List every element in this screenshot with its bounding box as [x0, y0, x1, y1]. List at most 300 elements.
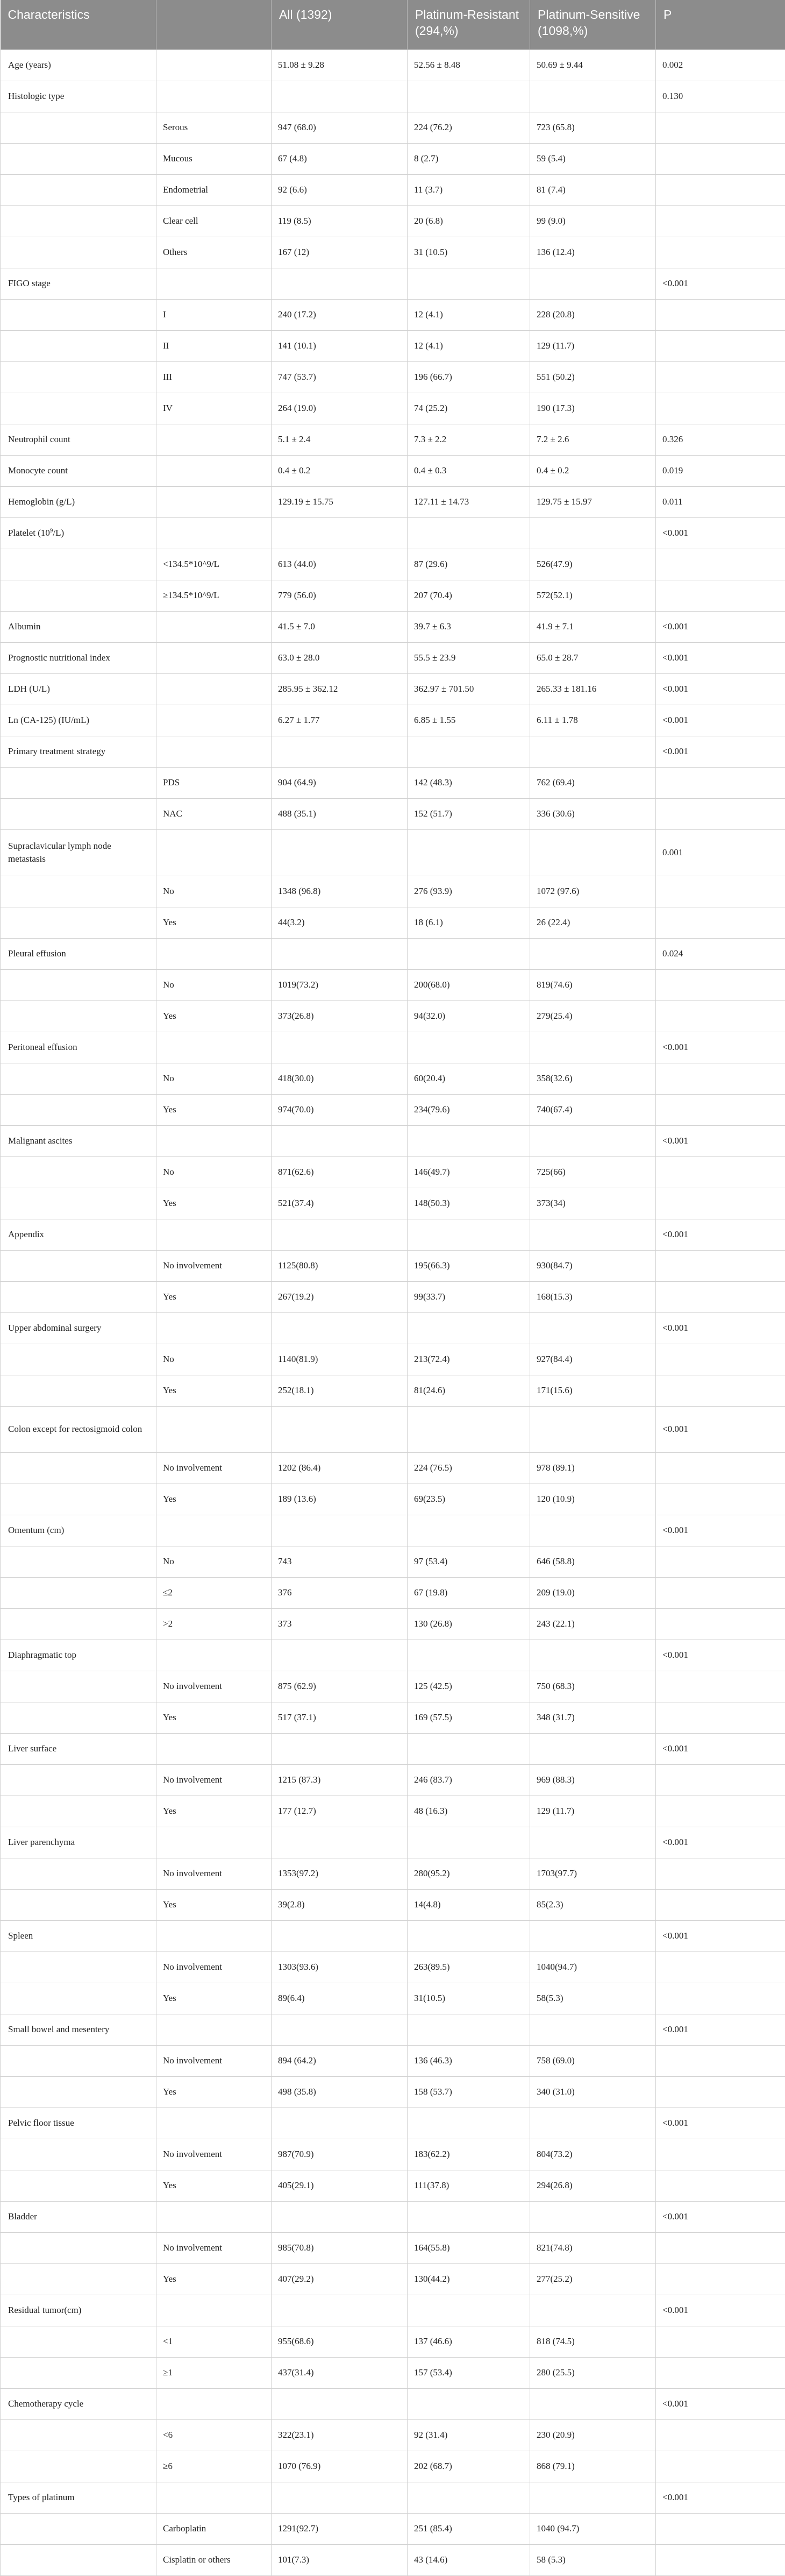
sensitive-value-cell: 646 (58.8) — [530, 1546, 656, 1577]
characteristic-cell: Prognostic nutritional index — [1, 642, 156, 673]
characteristic-cell: Hemoglobin (g/L) — [1, 486, 156, 517]
subcategory-cell — [156, 1032, 272, 1063]
sensitive-value-cell: 373(34) — [530, 1188, 656, 1219]
all-value-cell: 1202 (86.4) — [272, 1452, 408, 1484]
sensitive-value-cell: 99 (9.0) — [530, 205, 656, 237]
resistant-value-cell: 152 (51.7) — [408, 798, 530, 829]
p-value-cell: 0.024 — [656, 938, 785, 969]
subcategory-cell — [156, 1406, 272, 1452]
all-value-cell: 1353(97.2) — [272, 1858, 408, 1889]
subcategory-cell: Carboplatin — [156, 2513, 272, 2544]
all-value-cell: 285.95 ± 362.12 — [272, 673, 408, 705]
sensitive-value-cell: 243 (22.1) — [530, 1608, 656, 1640]
subcategory-cell — [156, 2482, 272, 2513]
resistant-value-cell — [408, 81, 530, 112]
subcategory-cell — [156, 486, 272, 517]
subcategory-cell: No involvement — [156, 1671, 272, 1702]
sensitive-value-cell: 969 (88.3) — [530, 1764, 656, 1796]
resistant-value-cell: 224 (76.2) — [408, 112, 530, 143]
resistant-value-cell — [408, 1219, 530, 1250]
table-row — [1, 299, 785, 330]
characteristic-cell — [1, 237, 156, 268]
all-value-cell: 267(19.2) — [272, 1281, 408, 1312]
sensitive-value-cell — [530, 1640, 656, 1671]
resistant-value-cell: 87 (29.6) — [408, 549, 530, 580]
characteristic-cell — [1, 1608, 156, 1640]
all-value-cell: 418(30.0) — [272, 1063, 408, 1094]
subcategory-cell: No — [156, 876, 272, 907]
header-characteristics: Characteristics — [1, 0, 156, 49]
sensitive-value-cell: 120 (10.9) — [530, 1484, 656, 1515]
sensitive-value-cell: 1703(97.7) — [530, 1858, 656, 1889]
table-row — [1, 642, 785, 673]
p-value-cell — [656, 1484, 785, 1515]
sensitive-value-cell — [530, 81, 656, 112]
characteristic-cell — [1, 549, 156, 580]
p-value-cell — [656, 767, 785, 798]
table-row — [1, 1640, 785, 1671]
sensitive-value-cell — [530, 1733, 656, 1764]
p-value-cell — [656, 1577, 785, 1608]
subcategory-cell: <6 — [156, 2419, 272, 2451]
resistant-value-cell — [408, 1733, 530, 1764]
subcategory-cell: IV — [156, 393, 272, 424]
subcategory-cell — [156, 736, 272, 767]
table-row — [1, 1156, 785, 1188]
all-value-cell: 894 (64.2) — [272, 2045, 408, 2076]
subcategory-cell: ≥1 — [156, 2357, 272, 2388]
all-value-cell: 405(29.1) — [272, 2170, 408, 2201]
subcategory-cell — [156, 268, 272, 299]
resistant-value-cell: 263(89.5) — [408, 1951, 530, 1983]
characteristic-cell — [1, 112, 156, 143]
subcategory-cell — [156, 1827, 272, 1858]
table-row — [1, 205, 785, 237]
resistant-value-cell: 213(72.4) — [408, 1344, 530, 1375]
resistant-value-cell — [408, 1827, 530, 1858]
table-row — [1, 1375, 785, 1406]
resistant-value-cell: 148(50.3) — [408, 1188, 530, 1219]
p-value-cell — [656, 237, 785, 268]
all-value-cell: 0.4 ± 0.2 — [272, 455, 408, 486]
characteristic-cell — [1, 2139, 156, 2170]
p-value-cell: <0.001 — [656, 673, 785, 705]
subcategory-cell — [156, 517, 272, 549]
characteristic-cell — [1, 393, 156, 424]
sensitive-value-cell: 572(52.1) — [530, 580, 656, 611]
all-value-cell — [272, 268, 408, 299]
subcategory-cell: Yes — [156, 2076, 272, 2107]
all-value-cell: 779 (56.0) — [272, 580, 408, 611]
all-value-cell: 177 (12.7) — [272, 1796, 408, 1827]
table-row — [1, 1000, 785, 1032]
table-row — [1, 237, 785, 268]
subcategory-cell: No involvement — [156, 1452, 272, 1484]
subcategory-cell — [156, 2201, 272, 2232]
all-value-cell: 240 (17.2) — [272, 299, 408, 330]
sensitive-value-cell: 348 (31.7) — [530, 1702, 656, 1733]
p-value-cell — [656, 2170, 785, 2201]
characteristic-cell — [1, 1063, 156, 1094]
all-value-cell: 1291(92.7) — [272, 2513, 408, 2544]
table-row — [1, 876, 785, 907]
p-value-cell — [656, 174, 785, 205]
table-row — [1, 2045, 785, 2076]
characteristic-cell — [1, 1858, 156, 1889]
resistant-value-cell: 52.56 ± 8.48 — [408, 49, 530, 81]
resistant-value-cell — [408, 1312, 530, 1344]
table-row — [1, 705, 785, 736]
sensitive-value-cell — [530, 268, 656, 299]
sensitive-value-cell: 750 (68.3) — [530, 1671, 656, 1702]
table-row — [1, 2139, 785, 2170]
resistant-value-cell: 99(33.7) — [408, 1281, 530, 1312]
all-value-cell: 1070 (76.9) — [272, 2451, 408, 2482]
table-row — [1, 1094, 785, 1125]
characteristic-cell: Pelvic floor tissue — [1, 2107, 156, 2139]
subcategory-cell — [156, 705, 272, 736]
sensitive-value-cell — [530, 1515, 656, 1546]
sensitive-value-cell: 65.0 ± 28.7 — [530, 642, 656, 673]
characteristic-cell — [1, 1983, 156, 2014]
sensitive-value-cell: 725(66) — [530, 1156, 656, 1188]
resistant-value-cell — [408, 1406, 530, 1452]
resistant-value-cell: 67 (19.8) — [408, 1577, 530, 1608]
p-value-cell: <0.001 — [656, 611, 785, 642]
resistant-value-cell — [408, 1032, 530, 1063]
table-row — [1, 330, 785, 361]
table-row — [1, 1452, 785, 1484]
characteristic-cell: Colon except for rectosigmoid colon — [1, 1406, 156, 1452]
table-row — [1, 455, 785, 486]
sensitive-value-cell: 209 (19.0) — [530, 1577, 656, 1608]
resistant-value-cell: 196 (66.7) — [408, 361, 530, 393]
header-platinum-sensitive: Platinum-Sensitive (1098,%) — [530, 0, 656, 49]
subcategory-cell: Yes — [156, 1983, 272, 2014]
subcategory-cell: No involvement — [156, 1858, 272, 1889]
p-value-cell — [656, 2045, 785, 2076]
characteristic-cell — [1, 2357, 156, 2388]
table-row — [1, 2357, 785, 2388]
characteristic-cell: Diaphragmatic top — [1, 1640, 156, 1671]
characteristic-cell: Chemotherapy cycle — [1, 2388, 156, 2419]
characteristic-cell — [1, 2544, 156, 2575]
subcategory-cell — [156, 81, 272, 112]
table-row — [1, 1406, 785, 1452]
characteristic-cell — [1, 1951, 156, 1983]
characteristic-cell: Small bowel and mesentery — [1, 2014, 156, 2045]
all-value-cell: 252(18.1) — [272, 1375, 408, 1406]
resistant-value-cell: 224 (76.5) — [408, 1452, 530, 1484]
subcategory-cell: NAC — [156, 798, 272, 829]
sensitive-value-cell: 26 (22.4) — [530, 907, 656, 938]
p-value-cell — [656, 1546, 785, 1577]
table-row — [1, 736, 785, 767]
resistant-value-cell: 0.4 ± 0.3 — [408, 455, 530, 486]
characteristic-cell: Upper abdominal surgery — [1, 1312, 156, 1344]
table-row — [1, 1032, 785, 1063]
table-row — [1, 486, 785, 517]
all-value-cell: 407(29.2) — [272, 2263, 408, 2295]
sensitive-value-cell — [530, 2388, 656, 2419]
table-row — [1, 1515, 785, 1546]
characteristic-cell — [1, 2419, 156, 2451]
resistant-value-cell: 74 (25.2) — [408, 393, 530, 424]
p-value-cell: 0.002 — [656, 49, 785, 81]
table-row — [1, 767, 785, 798]
table-row — [1, 2014, 785, 2045]
sensitive-value-cell — [530, 2201, 656, 2232]
p-value-cell: <0.001 — [656, 736, 785, 767]
p-value-cell: <0.001 — [656, 517, 785, 549]
table-row — [1, 798, 785, 829]
resistant-value-cell: 39.7 ± 6.3 — [408, 611, 530, 642]
sensitive-value-cell: 129 (11.7) — [530, 1796, 656, 1827]
header-row — [1, 0, 785, 49]
p-value-cell: 0.019 — [656, 455, 785, 486]
all-value-cell: 6.27 ± 1.77 — [272, 705, 408, 736]
characteristic-cell — [1, 205, 156, 237]
subcategory-cell: Clear cell — [156, 205, 272, 237]
characteristic-cell — [1, 767, 156, 798]
characteristic-cell: Monocyte count — [1, 455, 156, 486]
p-value-cell: <0.001 — [656, 2014, 785, 2045]
sensitive-value-cell: 978 (89.1) — [530, 1452, 656, 1484]
subcategory-cell: Endometrial — [156, 174, 272, 205]
resistant-value-cell — [408, 2014, 530, 2045]
characteristic-cell: Appendix — [1, 1219, 156, 1250]
all-value-cell: 985(70.8) — [272, 2232, 408, 2263]
resistant-value-cell: 92 (31.4) — [408, 2419, 530, 2451]
characteristic-cell — [1, 1671, 156, 1702]
table-row — [1, 1827, 785, 1858]
subcategory-cell: No — [156, 969, 272, 1000]
p-value-cell — [656, 205, 785, 237]
characteristic-cell — [1, 299, 156, 330]
resistant-value-cell — [408, 1640, 530, 1671]
table-row — [1, 393, 785, 424]
resistant-value-cell: 157 (53.4) — [408, 2357, 530, 2388]
table-row — [1, 174, 785, 205]
table-row — [1, 1889, 785, 1920]
table-row — [1, 907, 785, 938]
p-value-cell — [656, 1889, 785, 1920]
sensitive-value-cell: 41.9 ± 7.1 — [530, 611, 656, 642]
all-value-cell: 947 (68.0) — [272, 112, 408, 143]
subcategory-cell — [156, 1125, 272, 1156]
characteristic-cell — [1, 1577, 156, 1608]
sensitive-value-cell — [530, 517, 656, 549]
p-value-cell: <0.001 — [656, 1733, 785, 1764]
sensitive-value-cell: 129.75 ± 15.97 — [530, 486, 656, 517]
p-value-cell — [656, 1671, 785, 1702]
characteristic-cell: Age (years) — [1, 49, 156, 81]
all-value-cell: 67 (4.8) — [272, 143, 408, 174]
all-value-cell: 488 (35.1) — [272, 798, 408, 829]
characteristic-cell — [1, 2045, 156, 2076]
subcategory-cell: Cisplatin or others — [156, 2544, 272, 2575]
resistant-value-cell: 130 (26.8) — [408, 1608, 530, 1640]
sensitive-value-cell: 1072 (97.6) — [530, 876, 656, 907]
p-value-cell — [656, 1796, 785, 1827]
characteristic-cell — [1, 580, 156, 611]
subcategory-cell — [156, 1920, 272, 1951]
resistant-value-cell: 8 (2.7) — [408, 143, 530, 174]
subcategory-cell: Yes — [156, 1375, 272, 1406]
table-row — [1, 1188, 785, 1219]
characteristic-cell: Spleen — [1, 1920, 156, 1951]
characteristic-cell: Liver parenchyma — [1, 1827, 156, 1858]
table-row — [1, 829, 785, 876]
sensitive-value-cell: 804(73.2) — [530, 2139, 656, 2170]
resistant-value-cell: 136 (46.3) — [408, 2045, 530, 2076]
subcategory-cell: Yes — [156, 1094, 272, 1125]
all-value-cell — [272, 829, 408, 876]
p-value-cell — [656, 112, 785, 143]
table-row — [1, 1577, 785, 1608]
resistant-value-cell: 146(49.7) — [408, 1156, 530, 1188]
table-row — [1, 673, 785, 705]
resistant-value-cell: 202 (68.7) — [408, 2451, 530, 2482]
p-value-cell — [656, 1951, 785, 1983]
sensitive-value-cell — [530, 1406, 656, 1452]
all-value-cell: 1303(93.6) — [272, 1951, 408, 1983]
subcategory-cell — [156, 938, 272, 969]
all-value-cell — [272, 938, 408, 969]
characteristic-cell: Pleural effusion — [1, 938, 156, 969]
table-row — [1, 1920, 785, 1951]
resistant-value-cell: 111(37.8) — [408, 2170, 530, 2201]
header-subcategory — [156, 0, 272, 49]
table-row — [1, 1983, 785, 2014]
p-value-cell: <0.001 — [656, 1515, 785, 1546]
characteristic-cell — [1, 2451, 156, 2482]
subcategory-cell — [156, 2107, 272, 2139]
sensitive-value-cell: 58 (5.3) — [530, 2544, 656, 2575]
resistant-value-cell: 158 (53.7) — [408, 2076, 530, 2107]
resistant-value-cell: 14(4.8) — [408, 1889, 530, 1920]
subcategory-cell — [156, 1733, 272, 1764]
table-row — [1, 2201, 785, 2232]
sensitive-value-cell: 1040(94.7) — [530, 1951, 656, 1983]
all-value-cell: 871(62.6) — [272, 1156, 408, 1188]
characteristic-cell: Liver surface — [1, 1733, 156, 1764]
resistant-value-cell: 195(66.3) — [408, 1250, 530, 1281]
resistant-value-cell: 81(24.6) — [408, 1375, 530, 1406]
resistant-value-cell: 251 (85.4) — [408, 2513, 530, 2544]
table-row — [1, 268, 785, 299]
subcategory-cell: <134.5*10^9/L — [156, 549, 272, 580]
characteristic-cell: Ln (CA-125) (IU/mL) — [1, 705, 156, 736]
sensitive-value-cell — [530, 2014, 656, 2045]
all-value-cell: 41.5 ± 7.0 — [272, 611, 408, 642]
resistant-value-cell: 169 (57.5) — [408, 1702, 530, 1733]
subcategory-cell: Yes — [156, 2263, 272, 2295]
sensitive-value-cell: 819(74.6) — [530, 969, 656, 1000]
sensitive-value-cell: 340 (31.0) — [530, 2076, 656, 2107]
header-platinum-resistant: Platinum-Resistant (294,%) — [408, 0, 530, 49]
sensitive-value-cell: 551 (50.2) — [530, 361, 656, 393]
characteristic-cell — [1, 1281, 156, 1312]
all-value-cell: 521(37.4) — [272, 1188, 408, 1219]
all-value-cell: 89(6.4) — [272, 1983, 408, 2014]
subcategory-cell: No involvement — [156, 2232, 272, 2263]
resistant-value-cell: 207 (70.4) — [408, 580, 530, 611]
table-row — [1, 49, 785, 81]
subcategory-cell: PDS — [156, 767, 272, 798]
all-value-cell — [272, 1032, 408, 1063]
all-value-cell — [272, 2201, 408, 2232]
all-value-cell — [272, 2014, 408, 2045]
p-value-cell — [656, 2139, 785, 2170]
table-row — [1, 361, 785, 393]
characteristic-cell: Peritoneal effusion — [1, 1032, 156, 1063]
characteristic-cell — [1, 143, 156, 174]
all-value-cell: 517 (37.1) — [272, 1702, 408, 1733]
characteristic-cell — [1, 1889, 156, 1920]
sensitive-value-cell: 6.11 ± 1.78 — [530, 705, 656, 736]
table-row — [1, 1951, 785, 1983]
all-value-cell: 373 — [272, 1608, 408, 1640]
p-value-cell: <0.001 — [656, 2388, 785, 2419]
all-value-cell: 51.08 ± 9.28 — [272, 49, 408, 81]
characteristic-cell — [1, 517, 156, 549]
p-value-cell — [656, 143, 785, 174]
subcategory-cell: No — [156, 1063, 272, 1094]
p-value-cell — [656, 2544, 785, 2575]
p-value-cell — [656, 1344, 785, 1375]
superscript-exponent: 9 — [50, 527, 53, 534]
sensitive-value-cell: 85(2.3) — [530, 1889, 656, 1920]
subcategory-cell: ≥6 — [156, 2451, 272, 2482]
table-row — [1, 1671, 785, 1702]
p-value-cell — [656, 1608, 785, 1640]
subcategory-cell — [156, 673, 272, 705]
p-value-cell — [656, 2357, 785, 2388]
subcategory-cell: >2 — [156, 1608, 272, 1640]
all-value-cell: 498 (35.8) — [272, 2076, 408, 2107]
all-value-cell: 63.0 ± 28.0 — [272, 642, 408, 673]
p-value-cell — [656, 1250, 785, 1281]
p-value-cell — [656, 969, 785, 1000]
p-value-cell: <0.001 — [656, 642, 785, 673]
sensitive-value-cell: 358(32.6) — [530, 1063, 656, 1094]
p-value-cell — [656, 1983, 785, 2014]
all-value-cell — [272, 2107, 408, 2139]
all-value-cell: 1348 (96.8) — [272, 876, 408, 907]
all-value-cell: 264 (19.0) — [272, 393, 408, 424]
resistant-value-cell: 60(20.4) — [408, 1063, 530, 1094]
characteristic-cell — [1, 1796, 156, 1827]
table-row — [1, 2544, 785, 2575]
all-value-cell: 189 (13.6) — [272, 1484, 408, 1515]
table-body — [1, 49, 785, 2575]
p-value-cell — [656, 1000, 785, 1032]
characteristic-cell — [1, 1452, 156, 1484]
resistant-value-cell — [408, 2107, 530, 2139]
characteristic-cell: FIGO stage — [1, 268, 156, 299]
subcategory-cell: No — [156, 1344, 272, 1375]
p-value-cell — [656, 393, 785, 424]
resistant-value-cell: 125 (42.5) — [408, 1671, 530, 1702]
all-value-cell — [272, 1640, 408, 1671]
p-value-cell — [656, 1156, 785, 1188]
resistant-value-cell: 31 (10.5) — [408, 237, 530, 268]
subcategory-cell — [156, 611, 272, 642]
table-row — [1, 1764, 785, 1796]
sensitive-value-cell: 1040 (94.7) — [530, 2513, 656, 2544]
characteristic-cell — [1, 798, 156, 829]
